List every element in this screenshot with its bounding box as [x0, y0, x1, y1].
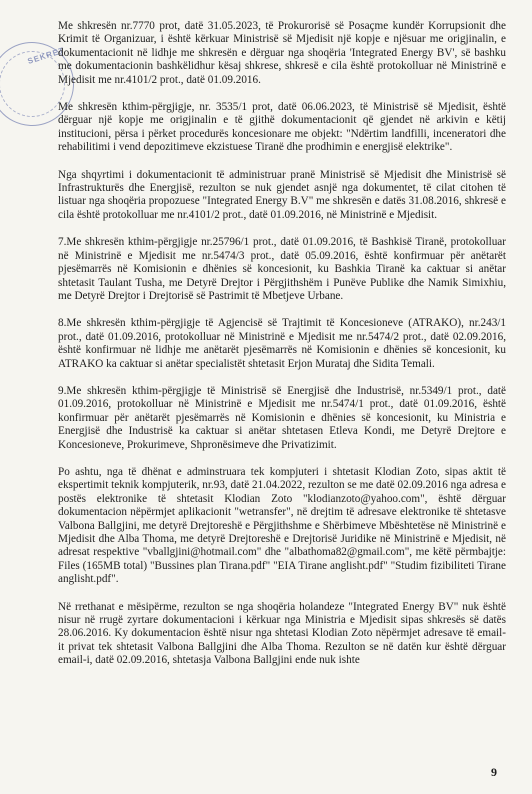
document-body — [58, 20, 506, 681]
paragraph-1: Me shkresën nr.7770 prot, datë 31.05.2023, të Prokurorisë së Posaçme kundër Korrupsionit dhe Krimit të Organizuar, i është kërkuar Ministrisë së Mjedisit një kopje e njësuar me origjinalin, e dokumentacionit në lidhje me shkresën e dërguar nga shoqëria 'Integrated Energy BV', së bashku me dokumentacionin bashkëlidhur kësaj shkrese, shkresë e cila është protokolluar në Ministrinë e Mjedisit me nr.4101/2 prot., datë 01.09.2016. — [58, 20, 506, 86]
paragraph-4: 7.Me shkresën kthim-përgjigje nr.25796/1 prot., datë 01.09.2016, të Bashkisë Tiranë, protokolluar në Ministrinë e Mjedisit me nr.5474/3 prot., datë 05.09.2016, është konfirmuar për anëtarët pjesëmarrës në Komisionin e dhënies së koncesionit, ku Bashkia Tiranë ka caktuar si anëtar shtetasit Taulant Tusha, me Detyrë Drejtor i Përgjithshëm i Punëve Publike dhe Namik Simixhiu, me Detyrë Drejtor i Drejtorisë së Pastrimit të Mbetjeve Urbane. — [58, 236, 506, 302]
paragraph-3: Nga shqyrtimi i dokumentacionit të administruar pranë Ministrisë së Mjedisit dhe Ministrisë së Infrastrukturës dhe Energjisë, rezulton se nuk gjendet asnjë nga dokumentet, të cilat citohen të listuar nga shoqëria propozuese "Integrated Energy B.V" me shkresën e datës 31.08.2016, shkresë e cila është protokolluar me nr.4101/2 prot., datë 01.09.2016, në Ministrinë e Mjedisit. — [58, 168, 506, 221]
stamp-text: SEKRET — [26, 45, 66, 66]
paragraph-7: Po ashtu, nga të dhënat e adminstruara tek kompjuteri i shtetasit Klodian Zoto, sipas aktit të ekspertimit teknik kompjuterik, nr.93, datë 21.04.2022, rezulton se me datë 02.09.2016 nga adresa e postës elektronike të shtetasit Klodian Zoto "klodianzoto@yahoo.com", është dërguar dokumentacion nëpërmjet aplikacionit "wetransfer", në drejtim të adresave elektronike të shtetasve Valbona Ballgjini, me detyrë Drejtoreshë e Përgjithshme e Shërbimeve Mbështetëse në Ministrinë e Mjedisit dhe Alba Thoma, me detyrë Drejtoreshë e Drejtorisë Juridike në Ministrinë e Mjedisit, në adresat respektive "vballgjini@hotmail.com" dhe "albathoma82@gmail.com", me këtë përmbajtje: Files (165MB total) "Bussines plan Tirana.pdf" "EIA Tirane anglisht.pdf" "Studim fizibiliteti Tirane anglisht.pdf". — [58, 465, 506, 586]
paragraph-2: Me shkresën kthim-përgjigje, nr. 3535/1 prot, datë 06.06.2023, të Ministrisë së Mjedisit, është dërguar një kopje me origjinalin e të gjithë dokumentacionit që gjendet në arkivin e këtij institucioni, përsa i përket procedurës koncesionare me objekt: "Ndërtim landfilli, inceneratori dhe rehabilitimi i vend depozitimeve ekzistuese Tiranë dhe prodhimin e energjisë elektrike". — [58, 101, 506, 154]
page-number: 9 — [491, 765, 497, 779]
paragraph-5: 8.Me shkresën kthim-përgjigje të Agjencisë së Trajtimit të Koncesioneve (ATRAKO), nr.243/1 prot., datë 01.09.2016, protokolluar në Ministrinë e Mjedisit me nr.5474/2 prot., datë 02.09.2016, është konfirmuar në lidhje me anëtarët pjesëmarrës në Komisionin e dhënies së koncesionit, ku ATRAKO ka caktuar si anëtar specialistët shtetasit Erjon Murataj dhe Sidita Temali. — [58, 317, 506, 370]
paragraph-8: Në rrethanat e mësipërme, rezulton se nga shoqëria holandeze "Integrated Energy BV" nuk është nisur në rrugë zyrtare dokumentacioni i kërkuar nga Ministria e Mjedisit sipas shkresës së datës 28.06.2016. Ky dokumentacion është nisur nga shtetasi Klodian Zoto nëpërmjet adresave të email-it privat tek shtetasit Valbona Ballgjini dhe Alba Thoma. Rezulton se në datën kur është dërguar email-i, datë 02.09.2016, shtetasja Valbona Ballgjini ende nuk ishte — [58, 600, 506, 667]
paragraph-6: 9.Me shkresën kthim-përgjigje të Ministrisë së Energjisë dhe Industrisë, nr.5349/1 prot., datë 01.09.2016, protokolluar në Ministrinë e Mjedisit me nr.5474/1 prot., datë 01.09.2016, është konfirmuar për anëtarët pjesëmarrës në Komisionin e dhënies së koncesionit, ku Ministria e Energjisë dhe Industrisë ka caktuar si anëtar shtetasen Etleva Kondi, me Detyrë Drejtore e Koncesioneve, Prokurimeve, Shpronësimeve dhe Privatizimit. — [58, 384, 506, 451]
